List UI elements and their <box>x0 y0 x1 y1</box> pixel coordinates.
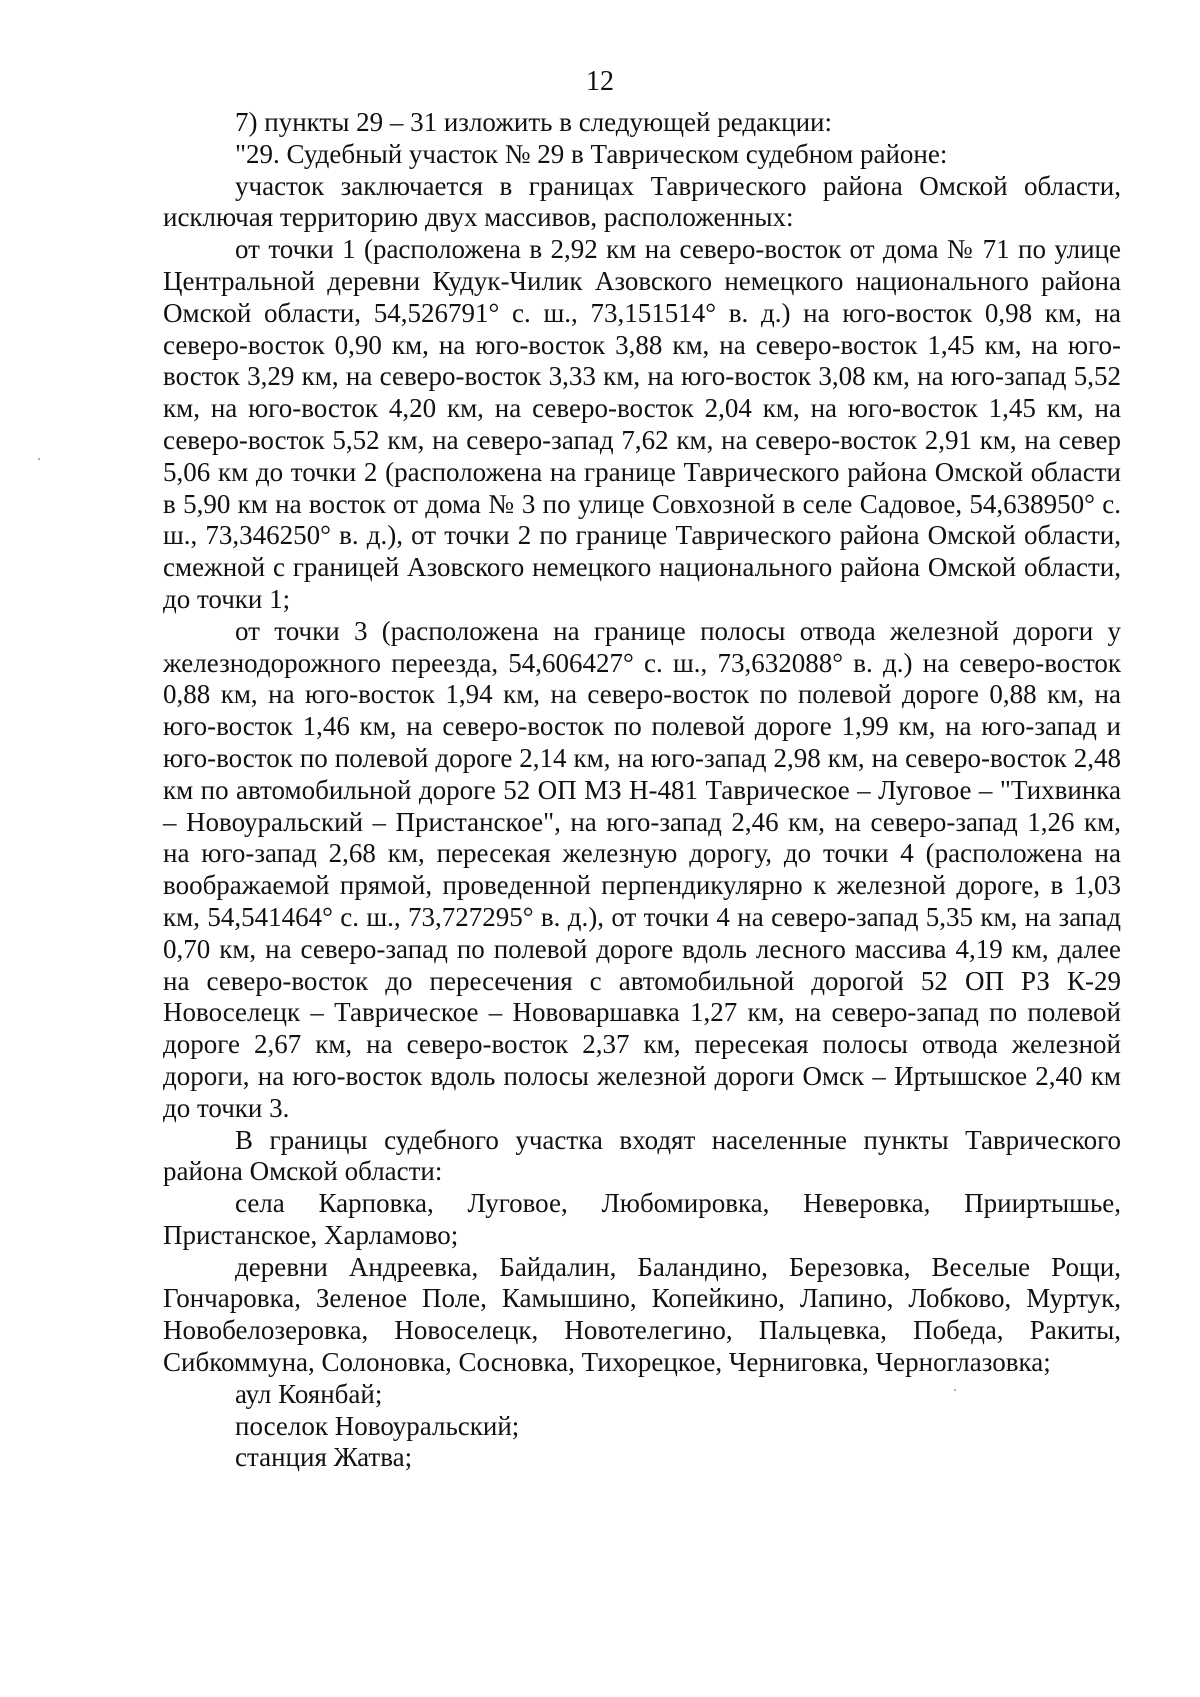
scan-speck <box>38 458 40 460</box>
paragraph-villages-sela: села Карповка, Луговое, Любомировка, Неверовка, Прииртышье, Пристанское, Харламово; <box>163 1188 1121 1250</box>
paragraph-stantsiya: станция Жатва; <box>235 1442 413 1473</box>
paragraph-villages-derevni: деревни Андреевка, Байдалин, Баландино, Березовка, Веселые Рощи, Гончаровка, Зеленое Поле, Камышино, Копейкино, Лапино, Лобково, Муртук, Новобелозеровка, Новоселецк, Новотелегино, Пальцевка, Победа, Ракиты, Сибкоммуна, Солоновка, Сосновка, Тихорецкое, Черниговка, Черноглазовка; <box>163 1251 1121 1378</box>
document-body <box>163 107 1121 1474</box>
paragraph-aul: аул Коянбай; <box>235 1378 383 1409</box>
paragraph-area-point-3: от точки 3 (расположена на границе полосы отвода железной дороги у железнодорожного переезда, 54,606427° с. ш., 73,632088° в. д.) на северо-восток 0,88 км, на юго-восток 1,94 км, на северо-восток по полевой дороге 0,88 км, на юго-восток 1,46 км, на северо-восток по полевой дороге 1,99 км, на юго-запад и юго-восток по полевой дороге 2,14 км, на юго-запад 2,98 км, на северо-восток 2,48 км по автомобильной дороге 52 ОП МЗ Н-481 Таврическое – Луговое – "Тихвинка – Новоуральский – Пристанское", на юго-запад 2,46 км, на северо-запад 1,26 км, на юго-запад 2,68 км, пересекая железную дорогу, до точки 4 (расположена на воображаемой прямой, проведенной перпендикулярно к железной дороге, в 1,03 км, 54,541464° с. ш., 73,727295° в. д.), от точки 4 на северо-запад 5,35 км, на запад 0,70 км, на северо-запад по полевой дороге вдоль лесного массива 4,19 км, далее на северо-восток до пересечения с автомобильной дорогой 52 ОП РЗ К-29 Новоселецк – Таврическое – Нововаршавка 1,27 км, на северо-запад по полевой дороге 2,67 км, на северо-восток 2,37 км, пересекая полосы отвода железной дороги, на юго-восток вдоль полосы железной дороги Омск – Иртышское 2,40 км до точки 3. <box>163 615 1121 1123</box>
page-number: 12 <box>586 66 614 97</box>
paragraph-poselok: поселок Новоуральский; <box>235 1410 520 1441</box>
paragraph-settlements-intro: В границы судебного участка входят населенные пункты Таврического района Омской области: <box>163 1124 1121 1187</box>
paragraph-section-29-heading: "29. Судебный участок № 29 в Таврическом судебном районе: <box>235 138 948 169</box>
scan-speck <box>954 1389 956 1391</box>
paragraph-area-point-1: от точки 1 (расположена в 2,92 км на северо-восток от дома № 71 по улице Центральной деревни Кудук-Чилик Азовского немецкого национального района Омской области, 54,526791° с. ш., 73,151514° в. д.) на юго-восток 0,98 км, на северо-восток 0,90 км, на юго-восток 3,88 км, на северо-восток 1,45 км, на юго-восток 3,29 км, на северо-восток 3,33 км, на юго-восток 3,08 км, на юго-запад 5,52 км, на юго-восток 4,20 км, на северо-восток 2,04 км, на юго-восток 1,45 км, на северо-восток 5,52 км, на северо-запад 7,62 км, на северо-восток 2,91 км, на север 5,06 км до точки 2 (расположена на границе Таврического района Омской области в 5,90 км на восток от дома № 3 по улице Совхозной в селе Садовое, 54,638950° с. ш., 73,346250° в. д.), от точки 2 по границе Таврического района Омской области, смежной с границей Азовского немецкого национального района Омской области, до точки 1; <box>163 234 1121 614</box>
paragraph-section-29-boundary: участок заключается в границах Таврического района Омской области, исключая территорию двух массивов, расположенных: <box>163 170 1121 233</box>
paragraph-amendment-intro: 7) пункты 29 – 31 изложить в следующей редакции: <box>235 107 833 137</box>
